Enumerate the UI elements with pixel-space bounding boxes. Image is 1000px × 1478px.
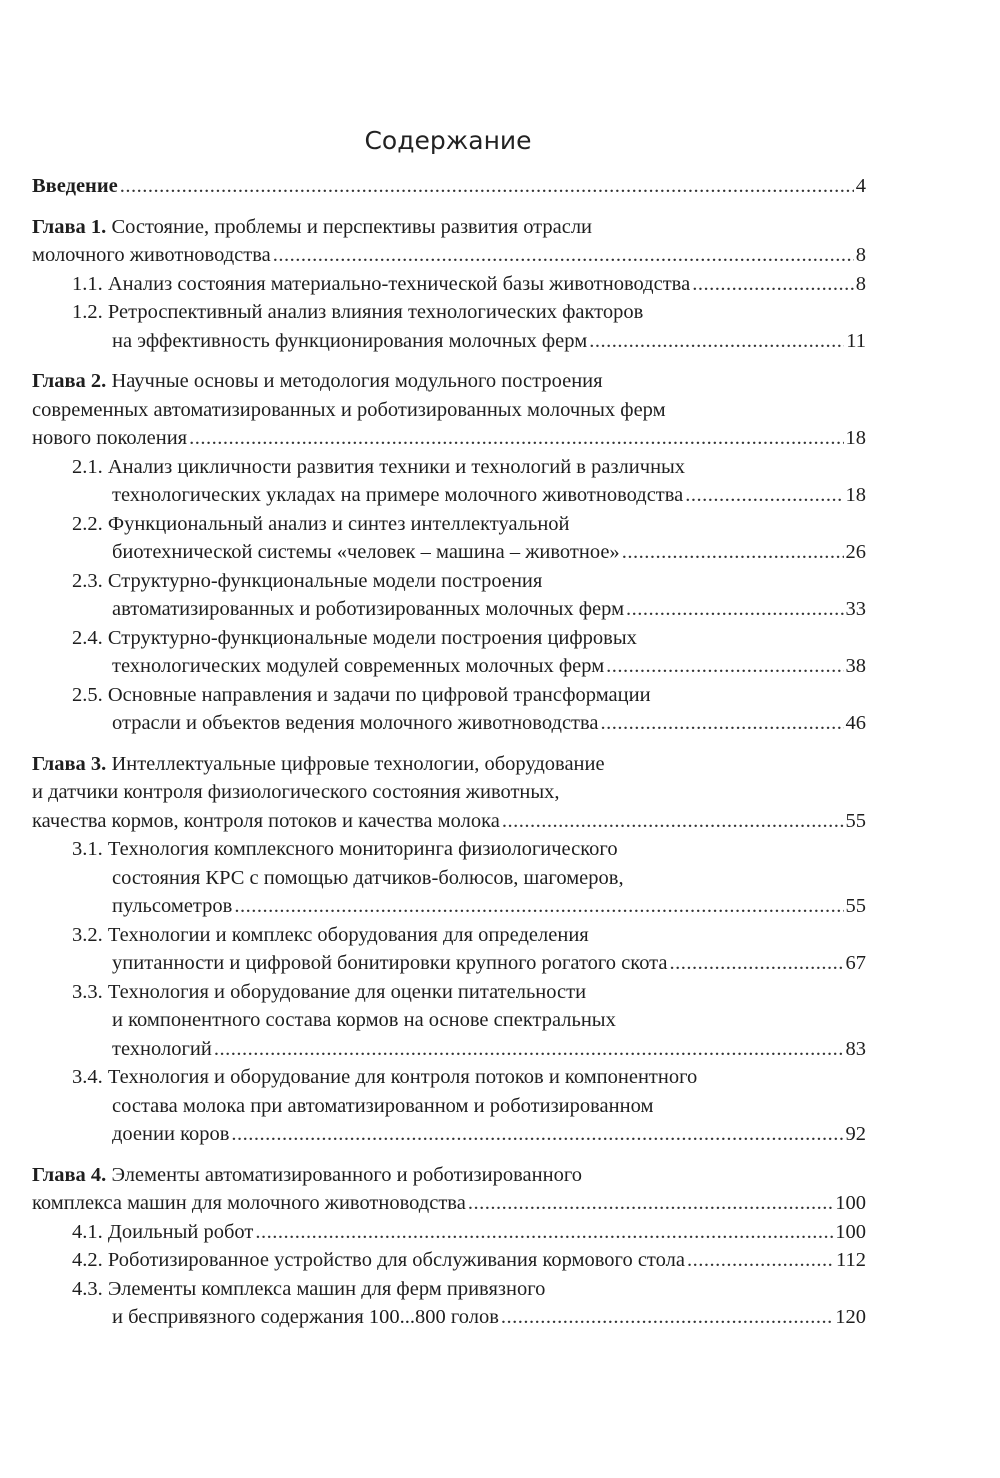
section-entry-line[interactable]	[32, 1303, 866, 1332]
dot-leader	[606, 652, 843, 681]
section-entry-line[interactable]	[32, 709, 866, 738]
section-number: 3.1.	[72, 838, 103, 860]
chapter-title-text: качества кормов, контроля потоков и качества молока	[32, 809, 500, 832]
page-number: 92	[845, 1123, 866, 1145]
dot-leader	[120, 172, 854, 201]
chapter-label: Глава 3.	[32, 752, 107, 775]
section-title-text: Технология комплексного мониторинга физиологического	[107, 838, 618, 860]
section-number: 1.1.	[72, 272, 103, 295]
section-title-text: Роботизированное устройство для обслуживания кормового стола	[107, 1249, 685, 1271]
section-title-text: автоматизированных и роботизированных молочных ферм	[112, 598, 625, 620]
chapter-title-text: Состояние, проблемы и перспективы развития отрасли	[111, 215, 593, 238]
dot-leader	[231, 1120, 843, 1149]
toc-entry-intro[interactable]	[32, 172, 866, 201]
section-title-text: состояния КРС с помощью датчиков-болюсов, шагомеров,	[112, 866, 624, 889]
section-title-text: отрасли и объектов ведения молочного животноводства	[112, 712, 599, 734]
section-entry-line	[32, 510, 866, 539]
page-number: 67	[845, 952, 866, 974]
section-entry-line[interactable]	[32, 270, 866, 299]
chapter-block	[32, 1161, 866, 1332]
page-number: 4	[855, 175, 866, 197]
section-entry-line[interactable]	[32, 892, 866, 921]
page-number: 18	[845, 484, 866, 506]
section-entry-line	[32, 298, 866, 327]
section-entry-line[interactable]	[32, 538, 866, 567]
section-title-text: Технология и оборудование для оценки питательности	[107, 980, 587, 1003]
chapter-label: Глава 2.	[32, 370, 107, 392]
section-entry-line[interactable]	[32, 595, 866, 624]
section-number: 2.1.	[72, 455, 103, 478]
section-title-text: Технологии и комплекс оборудования для определения	[107, 923, 589, 946]
dot-leader	[214, 1035, 844, 1064]
section-title-text: биотехнической системы «человек – машина – животное»	[112, 541, 620, 563]
section-entry-line	[32, 978, 866, 1007]
table-of-contents	[32, 172, 866, 1332]
section-entry-line	[32, 1092, 866, 1121]
dot-leader	[685, 481, 843, 510]
page-number: 46	[845, 712, 866, 734]
chapter-heading-line[interactable]	[32, 241, 866, 270]
dot-leader	[502, 807, 844, 836]
section-number: 4.1.	[72, 1220, 103, 1243]
page-number: 8	[855, 244, 866, 266]
dot-leader	[601, 709, 844, 738]
section-number: 3.3.	[72, 980, 103, 1003]
chapter-heading-line	[32, 213, 866, 242]
section-entry-line	[32, 864, 866, 893]
section-entry-line[interactable]	[32, 1246, 866, 1275]
chapter-title-text: нового поколения	[32, 427, 188, 449]
page-number: 11	[846, 329, 866, 352]
section-entry-line[interactable]	[32, 652, 866, 681]
chapter-heading-line	[32, 778, 866, 807]
section-entry-line	[32, 1006, 866, 1035]
section-title-text: Структурно-функциональные модели построения	[107, 569, 543, 592]
section-number: 1.2.	[72, 301, 103, 323]
page-number: 18	[845, 427, 866, 449]
section-entry-line	[32, 1275, 866, 1304]
chapter-block	[32, 750, 866, 1149]
chapter-heading-line	[32, 1161, 866, 1190]
section-entry-line[interactable]	[32, 1120, 866, 1149]
section-title-text: упитанности и цифровой бонитировки крупного рогатого скота	[112, 952, 668, 974]
section-title-text: технологических модулей современных молочных ферм	[112, 655, 605, 677]
dot-leader	[687, 1246, 834, 1275]
section-number: 2.4.	[72, 626, 103, 649]
section-number: 3.4.	[72, 1066, 103, 1088]
dot-leader	[501, 1303, 833, 1332]
section-entry-line	[32, 681, 866, 710]
dot-leader	[626, 595, 843, 624]
chapter-heading-line[interactable]	[32, 424, 866, 453]
section-title-text: Структурно-функциональные модели построения цифровых	[107, 626, 637, 649]
chapter-heading-line	[32, 750, 866, 779]
dot-leader	[468, 1189, 833, 1218]
page-title: Содержание	[364, 126, 532, 155]
section-entry-line	[32, 835, 866, 864]
page-number: 112	[836, 1249, 866, 1271]
chapter-title-text: современных автоматизированных и роботизированных молочных ферм	[32, 398, 666, 421]
chapter-title-text: Научные основы и методология модульного построения	[111, 370, 603, 392]
section-entry-line[interactable]	[32, 327, 866, 356]
chapter-heading-line	[32, 367, 866, 396]
section-title-text: на эффективность функционирования молочных ферм	[112, 329, 588, 352]
section-number: 4.2.	[72, 1249, 103, 1271]
section-title-text: Функциональный анализ и синтез интеллектуальной	[107, 512, 570, 535]
section-entry-line[interactable]	[32, 481, 866, 510]
chapter-heading-line[interactable]	[32, 1189, 866, 1218]
section-title-text: Анализ цикличности развития техники и технологий в различных	[107, 455, 686, 478]
section-number: 3.2.	[72, 923, 103, 946]
section-title-text: Доильный робот	[107, 1220, 254, 1243]
dot-leader	[589, 327, 844, 356]
page-number: 55	[845, 809, 866, 832]
section-entry-line[interactable]	[32, 1035, 866, 1064]
dot-leader	[273, 241, 854, 270]
page-number: 83	[845, 1037, 866, 1060]
dot-leader	[692, 270, 854, 299]
dot-leader	[622, 538, 844, 567]
section-title-text: и компонентного состава кормов на основе спектральных	[112, 1009, 616, 1031]
section-title-text: Основные направления и задачи по цифровой трансформации	[107, 683, 651, 706]
page-number: 100	[835, 1192, 866, 1214]
section-title-text: и беспривязного содержания 100...800 голов	[112, 1306, 499, 1328]
chapter-heading-line	[32, 396, 866, 425]
section-title-text: технологий	[112, 1037, 212, 1060]
section-title-text: состава молока при автоматизированном и роботизированном	[112, 1094, 654, 1117]
section-title-text: Элементы комплекса машин для ферм привязного	[107, 1277, 546, 1300]
section-number: 2.3.	[72, 569, 103, 592]
dot-leader	[670, 949, 844, 978]
section-title-text: технологических укладах на примере молочного животноводства	[112, 484, 684, 506]
section-number: 2.2.	[72, 512, 103, 535]
page-number: 38	[845, 655, 866, 677]
chapter-block	[32, 367, 866, 738]
dot-leader	[189, 424, 843, 453]
section-number: 4.3.	[72, 1277, 103, 1300]
page-number: 100	[835, 1220, 866, 1243]
page-number: 8	[855, 272, 866, 295]
section-entry-line	[32, 921, 866, 950]
section-entry-line[interactable]	[32, 949, 866, 978]
chapter-title-text: Элементы автоматизированного и роботизированного	[111, 1163, 582, 1186]
chapter-title-text: и датчики контроля физиологического состояния животных,	[32, 781, 560, 803]
section-entry-line	[32, 567, 866, 596]
section-title-text: Ретроспективный анализ влияния технологических факторов	[107, 301, 644, 323]
section-title-text: Анализ состояния материально-технической базы животноводства	[107, 272, 691, 295]
section-entry-line	[32, 624, 866, 653]
dot-leader	[255, 1218, 833, 1247]
page-number: 55	[845, 895, 866, 917]
chapter-label: Глава 1.	[32, 215, 107, 238]
chapter-block	[32, 213, 866, 356]
section-number: 2.5.	[72, 683, 103, 706]
chapter-title-text: Интеллектуальные цифровые технологии, оборудование	[111, 752, 605, 775]
section-title-text: пульсометров	[112, 895, 233, 917]
chapter-title-text: молочного животноводства	[32, 244, 271, 266]
section-entry-line	[32, 1063, 866, 1092]
chapter-heading-line[interactable]	[32, 807, 866, 836]
page-number: 33	[845, 598, 866, 620]
section-entry-line[interactable]	[32, 1218, 866, 1247]
page-number: 120	[835, 1306, 866, 1328]
intro-label: Введение	[32, 175, 118, 197]
dot-leader	[234, 892, 843, 921]
page-number: 26	[845, 541, 866, 563]
section-title-text: Технология и оборудование для контроля потоков и компонентного	[107, 1066, 698, 1088]
section-title-text: доении коров	[112, 1123, 230, 1145]
chapter-label: Глава 4.	[32, 1163, 107, 1186]
section-entry-line	[32, 453, 866, 482]
chapter-title-text: комплекса машин для молочного животноводства	[32, 1192, 466, 1214]
